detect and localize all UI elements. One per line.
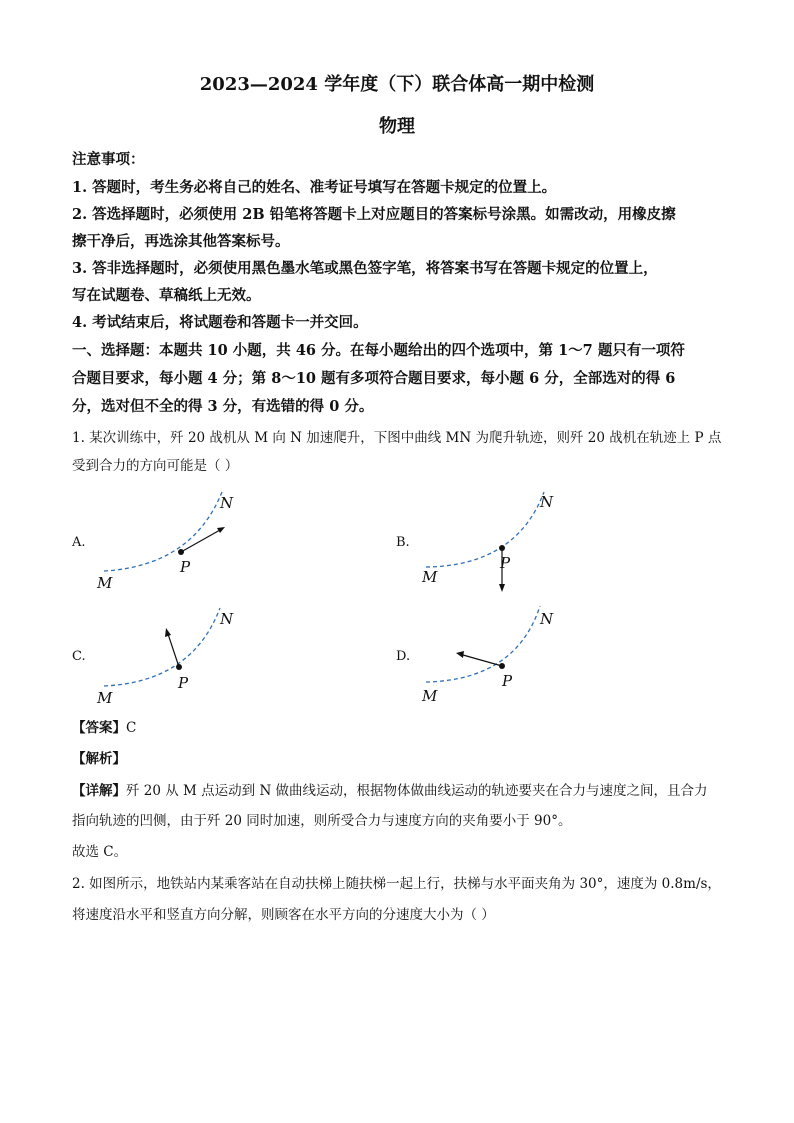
q2-stem-2: 将速度沿水平和竖直方向分解，则顾客在水平方向的分速度大小为（ ） bbox=[72, 907, 495, 923]
force-arrowhead bbox=[499, 584, 505, 592]
option-a-label: A. bbox=[72, 535, 86, 550]
option-d-label: D. bbox=[396, 649, 411, 664]
option-c-label: C. bbox=[72, 649, 86, 664]
trajectory-curve bbox=[426, 492, 544, 567]
answer-tag: 【答案】 bbox=[72, 720, 126, 736]
analysis-tag: 【解析】 bbox=[72, 751, 126, 767]
answer-line bbox=[72, 716, 732, 736]
conclusion: 故选 C。 bbox=[72, 844, 128, 860]
notice-item-4: 4. 考试结束后，将试题卷和答题卡一并交回。 bbox=[72, 314, 368, 331]
exam-title: 2023—2024 学年度（下）联合体高一期中检测 bbox=[199, 74, 595, 95]
point-p bbox=[499, 545, 505, 551]
label-n: N bbox=[540, 493, 554, 511]
detail-text-1: 歼 20 从 M 点运动到 N 做曲线运动，根据物体做曲线运动的轨迹要夹在合力与速度之间，且合力 bbox=[126, 783, 708, 799]
detail-line-1 bbox=[72, 779, 732, 799]
notice-item-1: 1. 答题时，考生务必将自己的姓名、准考证号填写在答题卡规定的位置上。 bbox=[72, 179, 557, 196]
notice-item-3: 3. 答非选择题时，必须使用黑色墨水笔或黑色签字笔，将答案书写在答题卡规定的位置上， bbox=[72, 260, 658, 277]
label-m: M bbox=[97, 574, 113, 592]
point-p bbox=[178, 549, 184, 555]
q2-stem-1: 2. 如图所示，地铁站内某乘客站在自动扶梯上随扶梯一起上行，扶梯与水平面夹角为 30°，速度为 0.8m/s， bbox=[72, 876, 721, 892]
section-instructions-3: 分，选对但不全的得 3 分，有选错的得 0 分。 bbox=[72, 398, 374, 415]
answer-value: C bbox=[126, 720, 137, 736]
q1-stem-2: 受到合力的方向可能是（ ） bbox=[72, 458, 239, 474]
notice-item-2-cont: 擦干净后，再选涂其他答案标号。 bbox=[72, 233, 290, 250]
label-n: N bbox=[220, 494, 234, 512]
label-p: P bbox=[178, 674, 189, 692]
force-arrow bbox=[168, 634, 179, 667]
force-arrow bbox=[181, 530, 220, 552]
force-arrow bbox=[463, 655, 502, 666]
option-c-figure bbox=[90, 604, 270, 714]
force-arrowhead bbox=[456, 651, 464, 658]
option-b-figure bbox=[414, 488, 594, 598]
label-m: M bbox=[422, 687, 438, 705]
label-m: M bbox=[422, 568, 438, 586]
point-p bbox=[499, 663, 505, 669]
trajectory-curve bbox=[104, 608, 220, 686]
section-instructions-2: 合题目要求，每小题 4 分；第 8～10 题有多项符合题目要求，每小题 6 分，全部选对的得 6 bbox=[72, 370, 676, 387]
detail-tag: 【详解】 bbox=[72, 783, 126, 799]
trajectory-curve bbox=[426, 606, 540, 682]
label-m: M bbox=[97, 689, 113, 707]
section-instructions-1: 一、选择题：本题共 10 小题，共 46 分。在每小题给出的四个选项中，第 1～7 题只有一项符 bbox=[72, 342, 685, 359]
notice-heading: 注意事项： bbox=[72, 151, 145, 168]
notice-item-2: 2. 答选择题时，必须使用 2B 铅笔将答题卡上对应题目的答案标号涂黑。如需改动，用橡皮擦 bbox=[72, 206, 676, 223]
point-p bbox=[176, 664, 182, 670]
label-p: P bbox=[180, 558, 191, 576]
force-arrowhead bbox=[165, 628, 171, 637]
subject-title: 物理 bbox=[379, 116, 415, 137]
force-arrowhead bbox=[217, 527, 225, 533]
label-p: P bbox=[502, 672, 513, 690]
option-a-figure bbox=[90, 488, 270, 598]
detail-line-2: 指向轨迹的凹侧，由于歼 20 同时加速，则所受合力与速度方向的夹角要小于 90°。 bbox=[72, 813, 572, 829]
option-d-figure bbox=[414, 604, 594, 714]
q1-stem-1: 1. 某次训练中，歼 20 战机从 M 向 N 加速爬升，下图中曲线 MN 为爬升轨迹，则歼 20 战机在轨迹上 P 点 bbox=[72, 430, 722, 446]
label-n: N bbox=[540, 610, 554, 628]
trajectory-curve bbox=[104, 492, 222, 571]
notice-item-3-cont: 写在试题卷、草稿纸上无效。 bbox=[72, 287, 261, 304]
label-p: P bbox=[500, 554, 511, 572]
option-b-label: B. bbox=[396, 535, 410, 550]
label-n: N bbox=[220, 610, 234, 628]
